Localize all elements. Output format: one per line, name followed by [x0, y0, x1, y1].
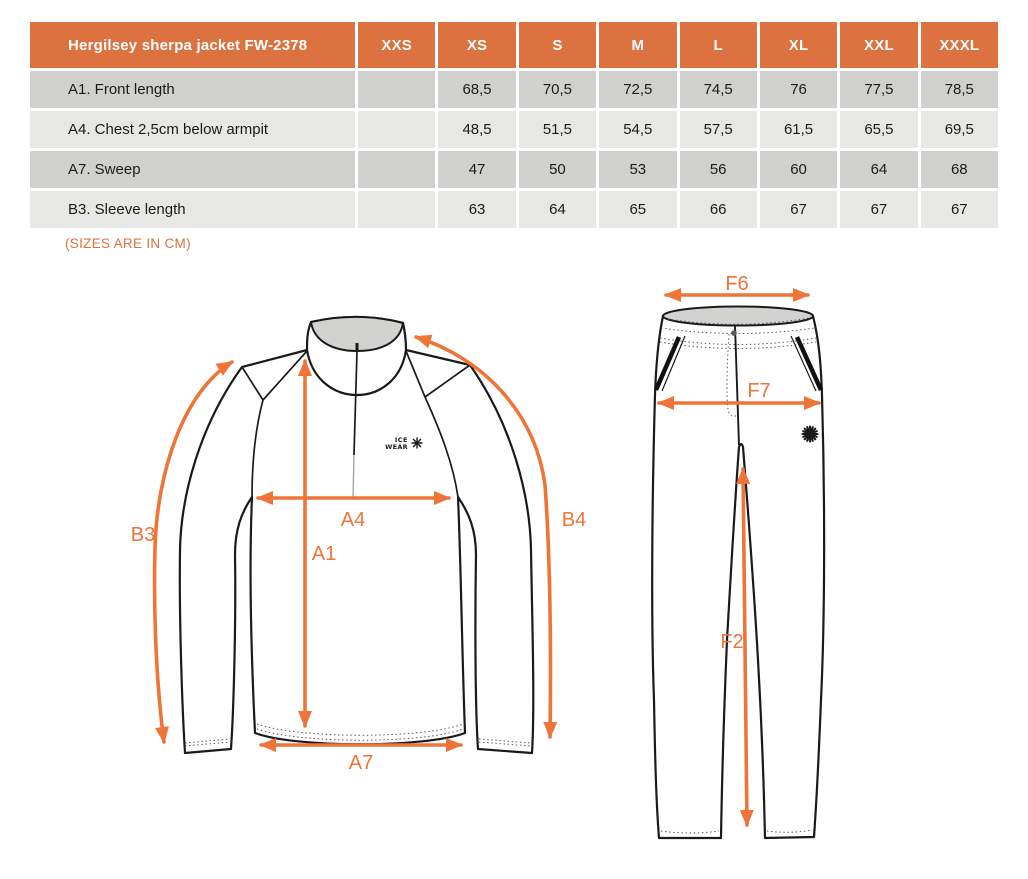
table-cell: 69,5 [921, 111, 998, 148]
measure-label-a1: A1 [311, 543, 337, 565]
row-label: B3. Sleeve length [30, 191, 355, 228]
measure-label-b4: B4 [561, 509, 587, 531]
row-label: A4. Chest 2,5cm below armpit [30, 111, 355, 148]
table-cell: 64 [519, 191, 596, 228]
table-cell [358, 71, 435, 108]
size-header-s: S [519, 22, 596, 68]
table-cell [358, 111, 435, 148]
table-cell: 76 [760, 71, 837, 108]
size-header-xxl: XXL [840, 22, 917, 68]
table-cell: 70,5 [519, 71, 596, 108]
measure-label-f2: F2 [720, 631, 744, 653]
table-cell: 64 [840, 151, 917, 188]
jacket-diagram [95, 285, 615, 800]
table-cell: 48,5 [438, 111, 515, 148]
pants-diagram [635, 270, 1027, 874]
logo-text-line2: WEAR [385, 443, 408, 451]
table-cell: 50 [519, 151, 596, 188]
table-cell: 57,5 [680, 111, 757, 148]
size-table [30, 22, 998, 228]
table-cell: 67 [921, 191, 998, 228]
table-cell: 61,5 [760, 111, 837, 148]
measure-label-f6: F6 [725, 273, 749, 295]
table-cell: 56 [680, 151, 757, 188]
row-label: A7. Sweep [30, 151, 355, 188]
size-header-l: L [680, 22, 757, 68]
table-cell: 68,5 [438, 71, 515, 108]
table-cell: 77,5 [840, 71, 917, 108]
size-header-xxxl: XXXL [921, 22, 998, 68]
table-cell [358, 191, 435, 228]
table-cell: 51,5 [519, 111, 596, 148]
table-cell: 53 [599, 151, 676, 188]
table-cell: 68 [921, 151, 998, 188]
measure-label-a4: A4 [340, 509, 366, 531]
logo-text-line1: ICE [394, 436, 408, 444]
table-cell: 65 [599, 191, 676, 228]
table-cell: 54,5 [599, 111, 676, 148]
waist-opening [663, 307, 813, 326]
table-cell: 63 [438, 191, 515, 228]
size-header-xs: XS [438, 22, 515, 68]
table-cell: 60 [760, 151, 837, 188]
table-cell: 78,5 [921, 71, 998, 108]
table-cell: 65,5 [840, 111, 917, 148]
table-cell [358, 151, 435, 188]
sizes-in-cm-note: (SIZES ARE IN CM) [65, 236, 191, 251]
table-cell: 47 [438, 151, 515, 188]
table-cell: 67 [840, 191, 917, 228]
table-cell: 67 [760, 191, 837, 228]
table-title: Hergilsey sherpa jacket FW-2378 [30, 22, 355, 68]
logo-snowflake-icon [412, 438, 422, 448]
table-cell: 66 [680, 191, 757, 228]
measure-label-a7: A7 [348, 752, 374, 774]
size-header-xxs: XXS [358, 22, 435, 68]
row-label: A1. Front length [30, 71, 355, 108]
size-header-xl: XL [760, 22, 837, 68]
waist-button [731, 330, 737, 336]
size-header-m: M [599, 22, 676, 68]
table-cell: 74,5 [680, 71, 757, 108]
table-cell: 72,5 [599, 71, 676, 108]
measure-label-f7: F7 [747, 380, 771, 402]
snowflake-icon [803, 427, 818, 442]
measure-label-b3: B3 [130, 524, 156, 546]
